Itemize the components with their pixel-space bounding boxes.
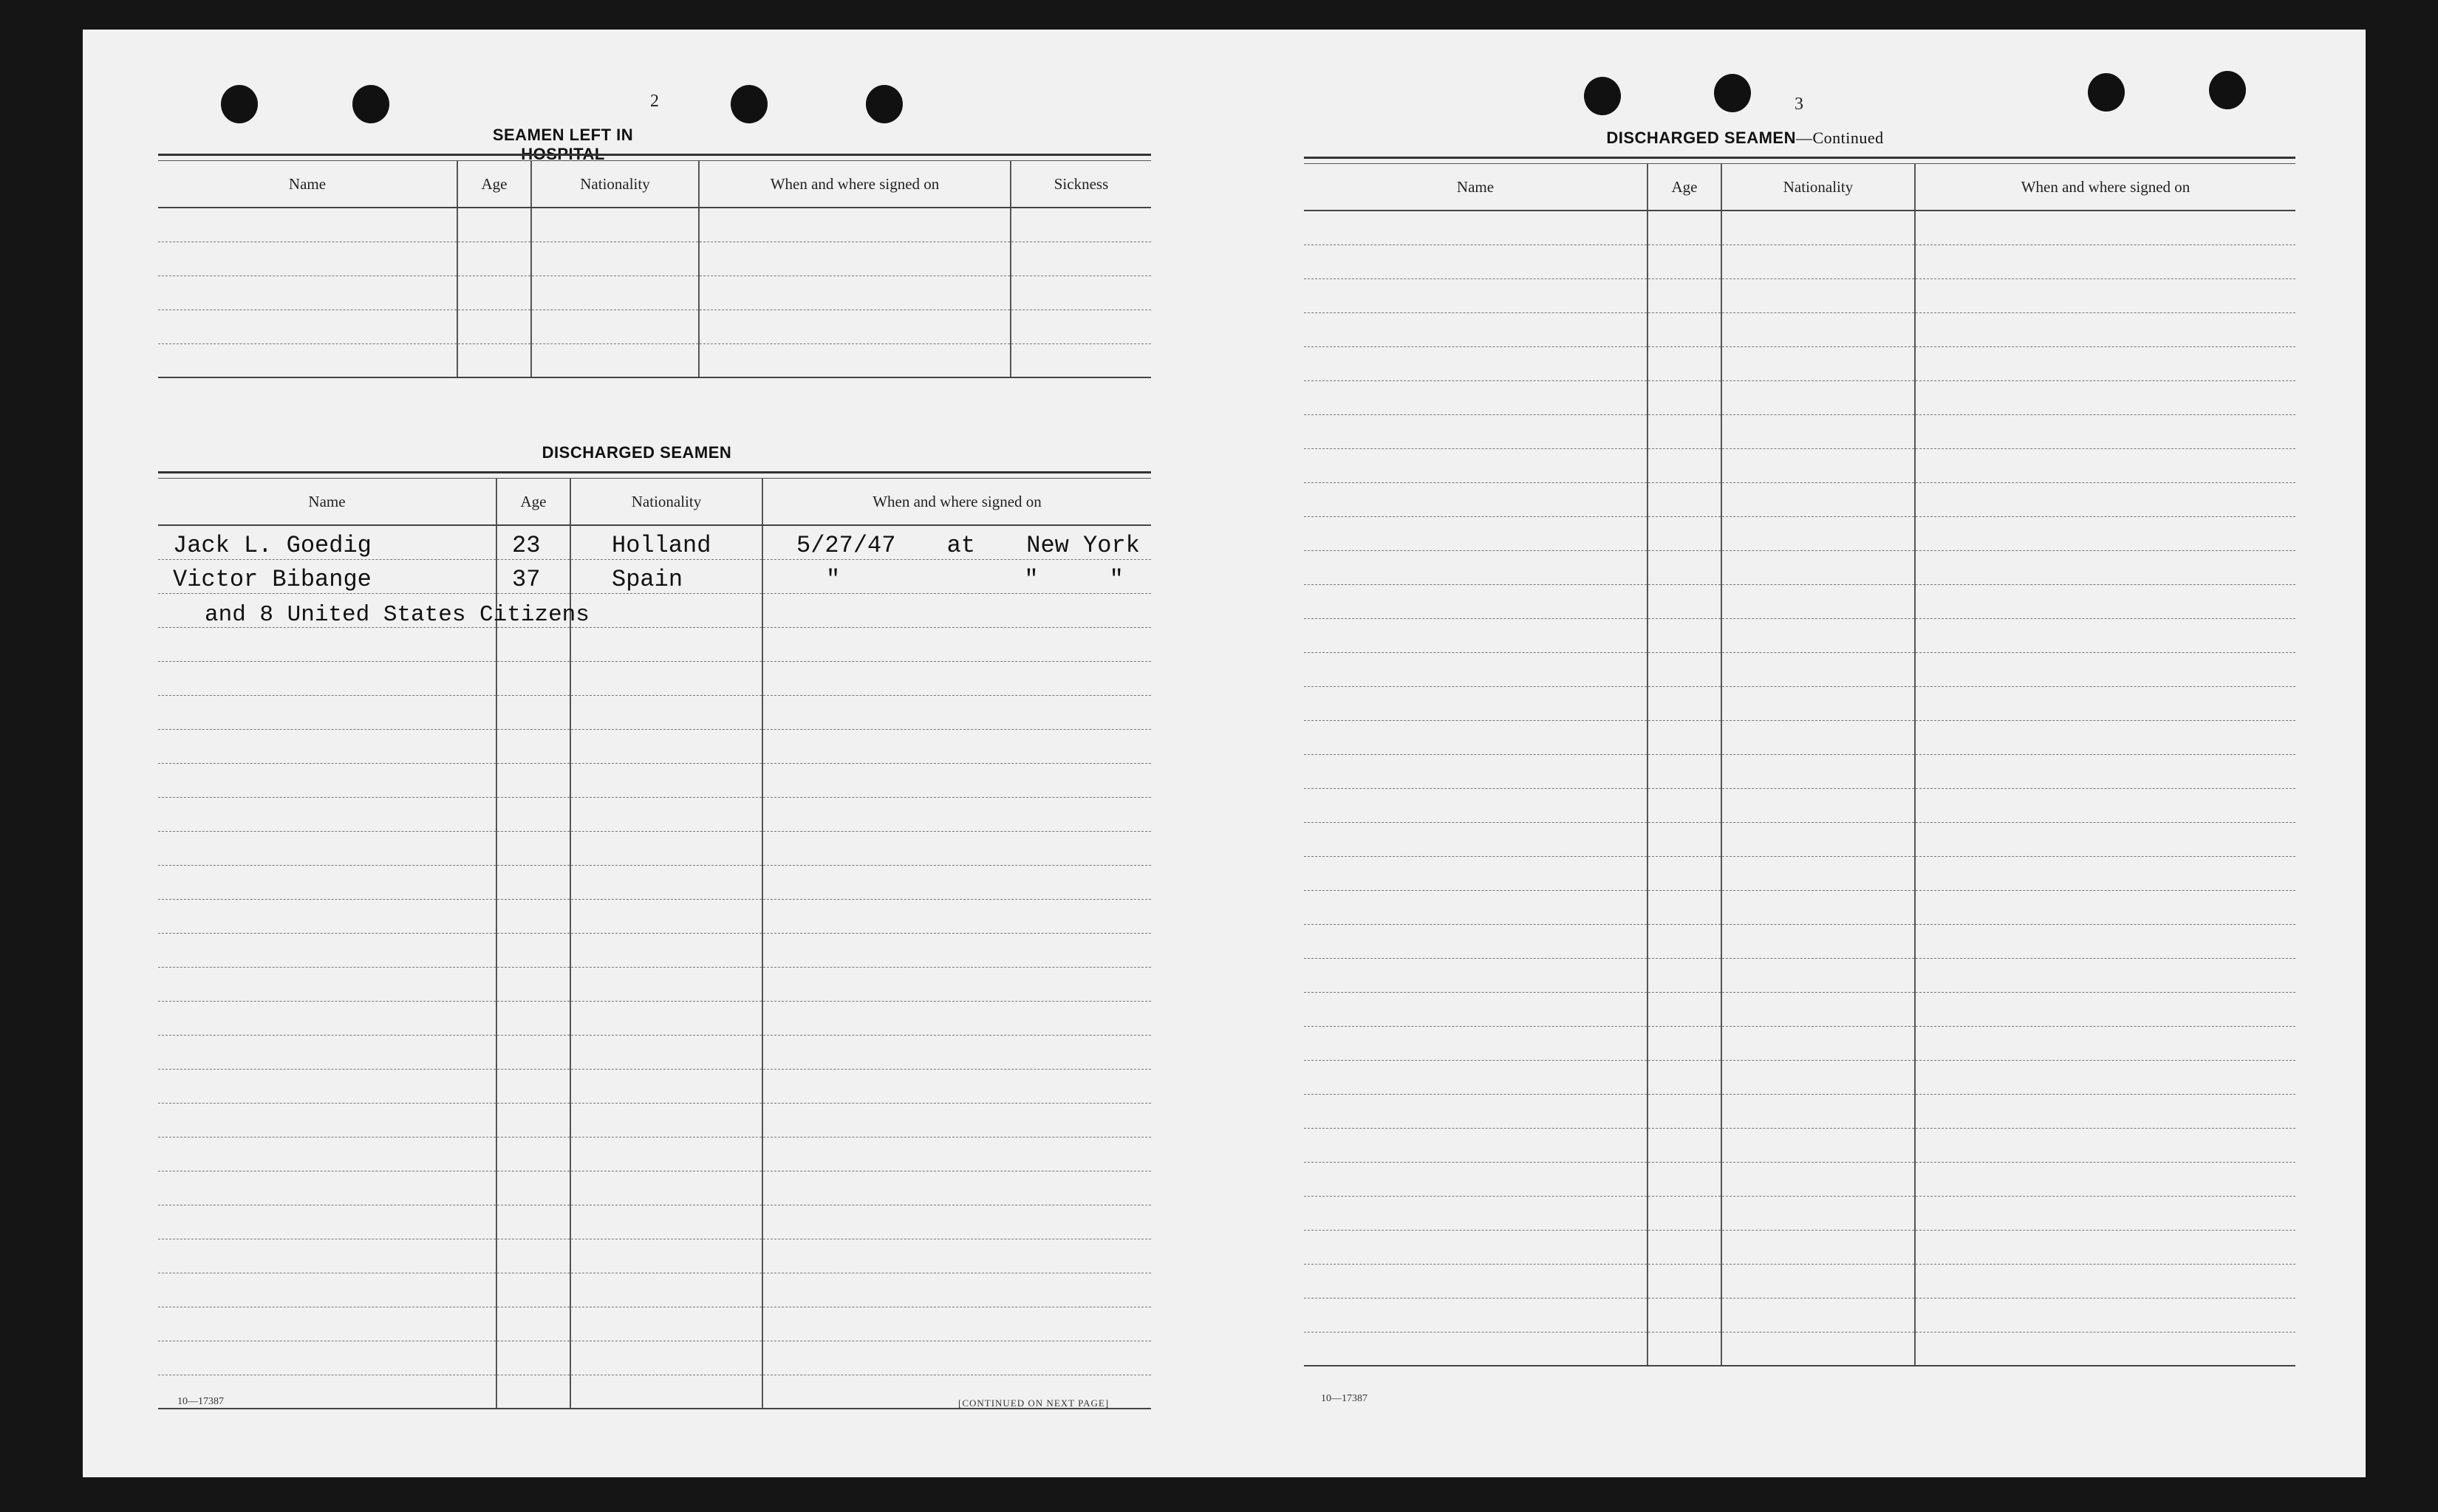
table-cell xyxy=(1647,1298,1721,1332)
table-cell xyxy=(1304,1196,1647,1230)
table-row xyxy=(158,343,1151,377)
table-cell xyxy=(1915,1094,2295,1128)
table-cell xyxy=(1304,652,1647,686)
table-cell xyxy=(1915,754,2295,788)
table-row xyxy=(158,1035,1151,1069)
continued-suffix: —Continued xyxy=(1795,129,1884,147)
table-cell xyxy=(1647,754,1721,788)
table-row xyxy=(1304,924,2295,958)
table-row xyxy=(158,1103,1151,1137)
table-cell xyxy=(1915,788,2295,822)
table-cell xyxy=(1915,958,2295,992)
table-cell xyxy=(1915,992,2295,1026)
table-row xyxy=(158,242,1151,276)
table-row xyxy=(158,729,1151,763)
punch-hole xyxy=(1714,74,1751,112)
punch-hole xyxy=(2088,73,2125,112)
table-cell xyxy=(1647,550,1721,584)
table-cell xyxy=(1647,584,1721,618)
table-cell xyxy=(1304,788,1647,822)
table-cell xyxy=(1647,1094,1721,1128)
punch-hole xyxy=(866,85,903,123)
table-cell xyxy=(1647,1264,1721,1298)
table-cell xyxy=(1721,754,1915,788)
table-cell xyxy=(1721,720,1915,754)
table-cell xyxy=(1304,992,1647,1026)
table-cell xyxy=(1721,788,1915,822)
table-row xyxy=(1304,958,2295,992)
right-title-rule xyxy=(1304,157,2295,164)
table-cell xyxy=(1304,1298,1647,1332)
right-col-signed-on: When and where signed on xyxy=(1915,164,2295,211)
table-cell xyxy=(1304,346,1647,380)
hospital-col-sickness: Sickness xyxy=(1011,161,1151,208)
signed-on-at: at xyxy=(946,531,976,559)
seaman-age: 23 xyxy=(496,525,570,559)
table-row xyxy=(158,1001,1151,1035)
table-row xyxy=(1304,754,2295,788)
table-cell xyxy=(1647,1060,1721,1094)
table-cell xyxy=(1304,244,1647,278)
seaman-age: 37 xyxy=(496,559,570,593)
table-row xyxy=(158,1137,1151,1171)
table-cell xyxy=(1915,1162,2295,1196)
continued-note: [CONTINUED ON NEXT PAGE] xyxy=(958,1398,1110,1409)
table-cell xyxy=(1304,754,1647,788)
table-cell xyxy=(1915,584,2295,618)
table-cell xyxy=(1721,1230,1915,1264)
seaman-name: Victor Bibange xyxy=(158,559,496,593)
table-row xyxy=(1304,482,2295,516)
table-cell xyxy=(1647,822,1721,856)
hospital-table xyxy=(158,161,1151,378)
table-cell xyxy=(1304,1060,1647,1094)
table-row xyxy=(158,797,1151,831)
right-col-age: Age xyxy=(1647,164,1721,211)
table-row xyxy=(1304,720,2295,754)
table-row xyxy=(1304,211,2295,244)
table-row xyxy=(158,627,1151,661)
table-row xyxy=(1304,618,2295,652)
table-cell xyxy=(1304,1264,1647,1298)
table-row xyxy=(158,559,1151,593)
table-cell xyxy=(1721,1026,1915,1060)
table-cell xyxy=(1721,1094,1915,1128)
table-cell xyxy=(1647,244,1721,278)
table-cell xyxy=(1915,244,2295,278)
table-cell xyxy=(1647,618,1721,652)
discharged-col-signed-on: When and where signed on xyxy=(762,479,1151,525)
discharged-continued-title-text: DISCHARGED SEAMEN xyxy=(1606,129,1796,147)
table-cell xyxy=(1721,414,1915,448)
table-cell xyxy=(1647,1196,1721,1230)
table-cell xyxy=(1304,584,1647,618)
table-row xyxy=(1304,312,2295,346)
hospital-col-name: Name xyxy=(158,161,457,208)
table-cell xyxy=(1915,686,2295,720)
table-cell xyxy=(1915,346,2295,380)
table-cell xyxy=(1721,516,1915,550)
table-cell xyxy=(1647,482,1721,516)
table-cell xyxy=(1721,482,1915,516)
table-cell xyxy=(1721,652,1915,686)
table-cell xyxy=(1304,924,1647,958)
table-row xyxy=(1304,516,2295,550)
discharged-col-age: Age xyxy=(496,479,570,525)
table-cell xyxy=(1915,1332,2295,1366)
table-row xyxy=(158,1069,1151,1103)
table-cell xyxy=(1721,992,1915,1026)
table-cell xyxy=(1915,312,2295,346)
table-row xyxy=(1304,1060,2295,1094)
table-cell xyxy=(1915,211,2295,244)
table-cell xyxy=(1915,618,2295,652)
table-row xyxy=(1304,992,2295,1026)
seaman-signed-on xyxy=(762,525,1151,559)
punch-hole xyxy=(352,85,389,123)
table-cell xyxy=(1304,686,1647,720)
table-cell xyxy=(1304,1332,1647,1366)
table-row xyxy=(1304,788,2295,822)
table-row xyxy=(158,899,1151,933)
table-row xyxy=(158,865,1151,899)
hospital-title-rule xyxy=(158,154,1151,161)
seaman-signed-on xyxy=(762,559,1151,593)
table-cell xyxy=(1721,448,1915,482)
table-row xyxy=(1304,414,2295,448)
table-row xyxy=(1304,1264,2295,1298)
table-row xyxy=(158,276,1151,309)
table-cell xyxy=(1647,1332,1721,1366)
discharged-continued-title xyxy=(1582,129,1908,148)
hospital-col-nationality: Nationality xyxy=(531,161,699,208)
table-cell xyxy=(1304,550,1647,584)
table-row xyxy=(158,1239,1151,1273)
table-cell xyxy=(1647,686,1721,720)
table-row xyxy=(158,309,1151,343)
punch-hole xyxy=(2209,71,2246,109)
discharged-col-name: Name xyxy=(158,479,496,525)
table-row xyxy=(1304,244,2295,278)
table-cell xyxy=(1721,211,1915,244)
table-cell xyxy=(1915,1026,2295,1060)
table-cell xyxy=(1304,278,1647,312)
table-cell xyxy=(1721,584,1915,618)
table-cell xyxy=(1721,822,1915,856)
table-cell xyxy=(1304,211,1647,244)
table-cell xyxy=(1304,516,1647,550)
table-row xyxy=(158,933,1151,967)
table-row xyxy=(1304,1230,2295,1264)
table-row xyxy=(158,1205,1151,1239)
table-row xyxy=(158,525,1151,559)
table-cell xyxy=(1721,686,1915,720)
table-cell xyxy=(1915,550,2295,584)
table-cell xyxy=(1304,1162,1647,1196)
table-cell xyxy=(1915,1128,2295,1162)
discharged-section-title: DISCHARGED SEAMEN xyxy=(542,443,732,462)
table-row xyxy=(1304,380,2295,414)
punch-hole xyxy=(731,85,768,123)
table-cell xyxy=(1304,414,1647,448)
table-cell xyxy=(1647,346,1721,380)
table-cell xyxy=(1721,1162,1915,1196)
table-cell xyxy=(1721,380,1915,414)
table-cell xyxy=(1915,652,2295,686)
table-row xyxy=(1304,652,2295,686)
table-cell xyxy=(1647,1026,1721,1060)
form-code-left: 10—17387 xyxy=(177,1396,224,1407)
table-cell xyxy=(1647,992,1721,1026)
table-cell xyxy=(1647,1128,1721,1162)
table-cell xyxy=(1721,890,1915,924)
table-cell xyxy=(1915,890,2295,924)
table-cell xyxy=(1647,856,1721,890)
table-row xyxy=(1304,1332,2295,1366)
seaman-nationality: Spain xyxy=(570,559,762,593)
table-row xyxy=(1304,1162,2295,1196)
table-cell xyxy=(1721,856,1915,890)
table-row xyxy=(1304,1298,2295,1332)
table-cell xyxy=(1915,1060,2295,1094)
right-col-nationality: Nationality xyxy=(1721,164,1915,211)
table-cell xyxy=(1304,482,1647,516)
table-cell xyxy=(1304,890,1647,924)
seaman-name: Jack L. Goedig xyxy=(158,525,496,559)
table-cell xyxy=(1915,380,2295,414)
table-cell xyxy=(1647,1230,1721,1264)
table-cell xyxy=(1915,1264,2295,1298)
punch-hole xyxy=(221,85,258,123)
table-cell xyxy=(1915,414,2295,448)
table-cell xyxy=(1304,1094,1647,1128)
table-cell xyxy=(1647,414,1721,448)
table-cell xyxy=(1721,1060,1915,1094)
table-cell xyxy=(1304,380,1647,414)
table-cell xyxy=(1721,1128,1915,1162)
hospital-section-title: SEAMEN LEFT IN HOSPITAL xyxy=(492,126,634,163)
table-row xyxy=(1304,584,2295,618)
form-code-right: 10—17387 xyxy=(1321,1393,1367,1404)
table-cell xyxy=(1304,1230,1647,1264)
table-cell xyxy=(1647,516,1721,550)
table-row xyxy=(1304,1026,2295,1060)
table-row xyxy=(1304,1196,2295,1230)
table-cell xyxy=(1915,1196,2295,1230)
table-cell xyxy=(1721,1298,1915,1332)
table-cell xyxy=(1721,244,1915,278)
table-cell xyxy=(1304,618,1647,652)
table-cell xyxy=(1915,1298,2295,1332)
discharged-note: and 8 United States Citizens xyxy=(205,602,590,628)
hospital-col-signed-on: When and where signed on xyxy=(699,161,1011,208)
table-cell xyxy=(1915,856,2295,890)
discharged-col-nationality: Nationality xyxy=(570,479,762,525)
table-row xyxy=(1304,1128,2295,1162)
table-cell xyxy=(1721,1332,1915,1366)
table-cell xyxy=(1915,278,2295,312)
table-cell xyxy=(1721,312,1915,346)
table-cell xyxy=(1647,890,1721,924)
table-row xyxy=(1304,278,2295,312)
table-cell xyxy=(1721,346,1915,380)
table-row xyxy=(1304,448,2295,482)
table-cell xyxy=(1721,618,1915,652)
table-row xyxy=(158,1341,1151,1375)
table-cell xyxy=(1647,211,1721,244)
punch-hole xyxy=(1584,77,1621,115)
document-sheet xyxy=(83,30,2366,1477)
table-cell xyxy=(1721,1196,1915,1230)
table-row xyxy=(158,831,1151,865)
table-cell xyxy=(1647,448,1721,482)
table-cell xyxy=(1915,516,2295,550)
table-cell xyxy=(1647,652,1721,686)
signed-on-place: New York xyxy=(1026,531,1140,559)
table-cell xyxy=(1304,1026,1647,1060)
table-row xyxy=(1304,1094,2295,1128)
discharged-continued-table xyxy=(1304,164,2295,1366)
table-cell xyxy=(1721,278,1915,312)
table-row xyxy=(1304,550,2295,584)
table-row xyxy=(1304,686,2295,720)
page-number-left: 2 xyxy=(650,92,659,111)
table-cell xyxy=(1647,958,1721,992)
table-cell xyxy=(1647,788,1721,822)
table-cell xyxy=(1915,924,2295,958)
table-cell xyxy=(1304,448,1647,482)
table-row xyxy=(158,1171,1151,1205)
signed-on-place: " " xyxy=(1024,565,1124,593)
table-cell xyxy=(1304,958,1647,992)
table-cell xyxy=(1721,550,1915,584)
table-cell xyxy=(1915,1230,2295,1264)
hospital-col-age: Age xyxy=(457,161,531,208)
table-cell xyxy=(1915,482,2295,516)
table-row xyxy=(158,1273,1151,1307)
table-cell xyxy=(1721,924,1915,958)
table-cell xyxy=(1915,448,2295,482)
seaman-nationality: Holland xyxy=(570,525,762,559)
table-cell xyxy=(1304,720,1647,754)
table-row xyxy=(158,763,1151,797)
table-cell xyxy=(1647,720,1721,754)
table-cell xyxy=(1647,312,1721,346)
table-cell xyxy=(1915,720,2295,754)
table-row xyxy=(158,695,1151,729)
table-row xyxy=(158,967,1151,1001)
signed-on-date: 5/27/47 xyxy=(796,531,896,559)
table-cell xyxy=(1915,822,2295,856)
table-cell xyxy=(1304,312,1647,346)
signed-on-date: " xyxy=(826,565,841,593)
table-row xyxy=(1304,346,2295,380)
table-cell xyxy=(1647,924,1721,958)
page-number-right: 3 xyxy=(1795,95,1803,114)
table-row xyxy=(158,208,1151,242)
table-cell xyxy=(1647,380,1721,414)
table-row xyxy=(1304,822,2295,856)
table-cell xyxy=(1647,1162,1721,1196)
table-cell xyxy=(1304,856,1647,890)
table-row xyxy=(1304,856,2295,890)
table-cell xyxy=(1647,278,1721,312)
right-col-name: Name xyxy=(1304,164,1647,211)
discharged-title-rule xyxy=(158,471,1151,479)
table-cell xyxy=(1721,1264,1915,1298)
table-cell xyxy=(1304,822,1647,856)
table-cell xyxy=(1304,1128,1647,1162)
table-cell xyxy=(1721,958,1915,992)
table-row xyxy=(158,1307,1151,1341)
table-row xyxy=(1304,890,2295,924)
table-row xyxy=(158,661,1151,695)
